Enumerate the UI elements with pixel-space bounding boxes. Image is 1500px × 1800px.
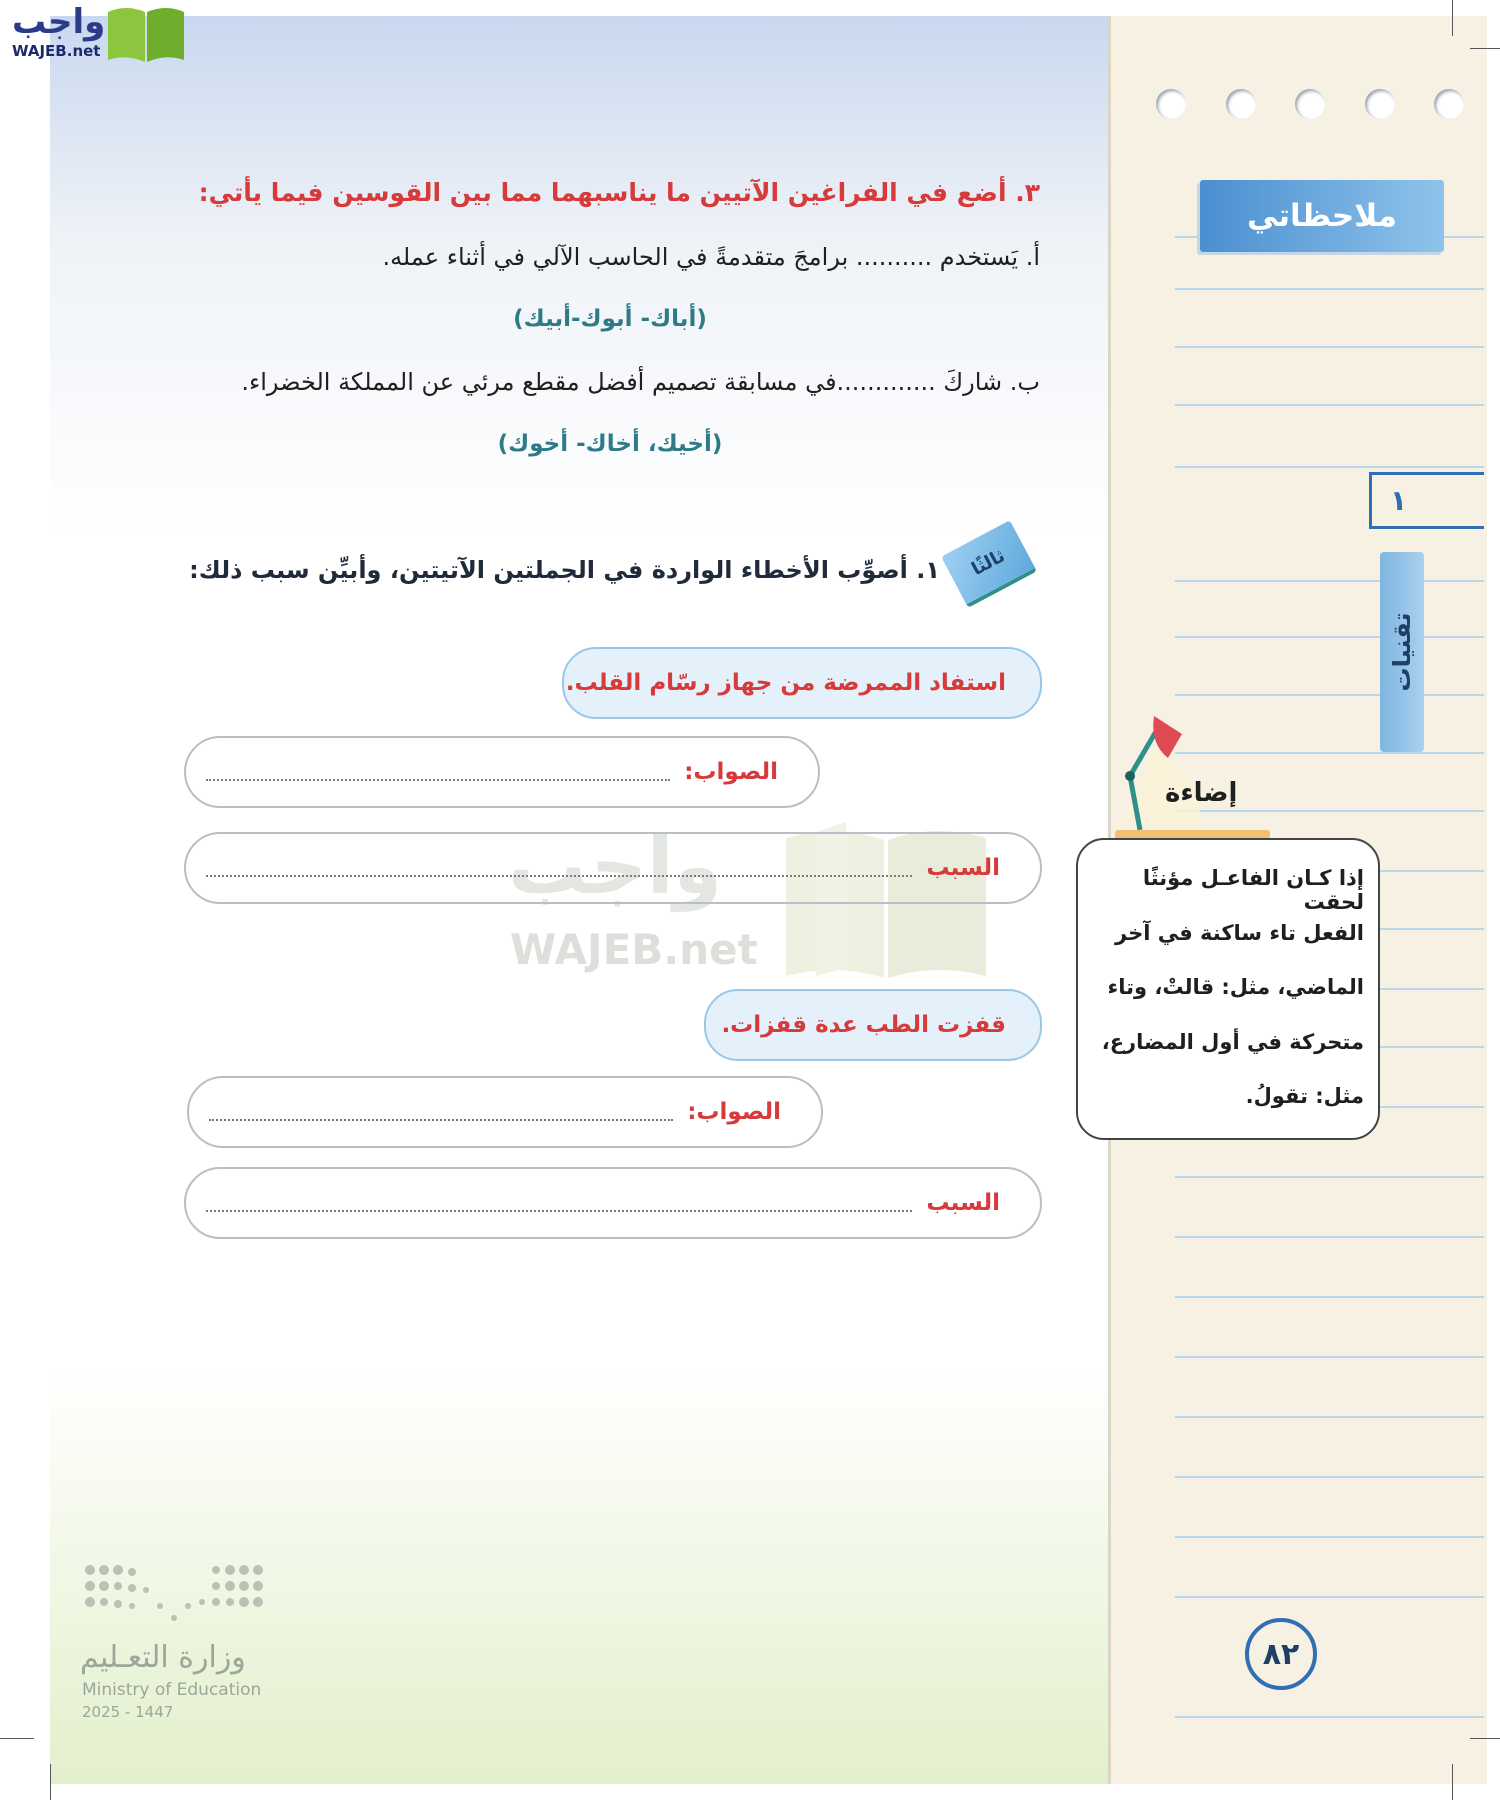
- desk-lamp-icon: [1110, 706, 1200, 836]
- answer-blank: [206, 1208, 912, 1212]
- note-line: [1175, 580, 1484, 582]
- watermark-arabic: واجب: [508, 822, 723, 912]
- exercise3-choices-a: (أباك- أبوك-أبيك): [513, 306, 707, 332]
- correct-label: الصواب:: [684, 759, 778, 785]
- answer-blank: [206, 873, 912, 877]
- tip-heading: إضاءة: [1165, 778, 1238, 808]
- watermark-latin: WAJEB.net: [510, 925, 758, 974]
- sentence-1-text: استفاد الممرضة من جهاز رسّام القلب.: [565, 670, 1006, 696]
- page-number-text: ٨٢: [1262, 1636, 1300, 1672]
- note-line: [1175, 1596, 1484, 1598]
- exercise3-item-a: أ. يَستخدم .......... برامجَ متقدمةً في الحاسب الآلي في أثناء عمله.: [382, 243, 1040, 271]
- note-line: [1175, 636, 1484, 638]
- binder-hole: [1365, 89, 1395, 119]
- binder-hole: [1226, 89, 1256, 119]
- reason-field-2[interactable]: [184, 1167, 1042, 1239]
- unit-number-tab[interactable]: [1369, 472, 1484, 529]
- page-number: [1245, 1618, 1317, 1690]
- wajeb-logo-latin: WAJEB.net: [12, 42, 101, 60]
- crop-mark: [50, 1764, 51, 1800]
- crop-mark: [1470, 1738, 1500, 1739]
- correct-answer-field-1[interactable]: [184, 736, 820, 808]
- unit-number: ١: [1390, 484, 1408, 517]
- correct-label: الصواب:: [687, 1099, 781, 1125]
- exercise3-item-b: ب. شاركَ .............في مسابقة تصميم أفضل مقطع مرئي عن المملكة الخضراء.: [241, 368, 1040, 396]
- sentence-2: [704, 989, 1042, 1061]
- correct-answer-field-2[interactable]: [187, 1076, 823, 1148]
- crop-mark: [0, 1738, 34, 1739]
- note-line: [1175, 1716, 1484, 1718]
- tip-line: إذا كـان الفاعـل مؤنثًا لحقت: [1142, 866, 1364, 914]
- note-line: [1175, 404, 1484, 406]
- binder-hole: [1156, 89, 1186, 119]
- note-line: [1175, 694, 1484, 696]
- note-line: [1175, 346, 1484, 348]
- crop-mark: [1452, 1764, 1453, 1800]
- ministry-year: 2025 - 1447: [82, 1703, 174, 1721]
- answer-blank: [209, 1117, 673, 1121]
- tip-box: [1076, 838, 1380, 1140]
- note-line: [1175, 1296, 1484, 1298]
- answer-blank: [206, 777, 670, 781]
- note-line: [1175, 1536, 1484, 1538]
- tip-line: الفعل تاء ساكنة في آخر: [1115, 921, 1364, 945]
- sentence-2-text: قفزت الطب عدة قفزات.: [721, 1012, 1006, 1038]
- note-line: [1175, 466, 1484, 468]
- unit-side-tab[interactable]: [1380, 552, 1424, 752]
- notes-title: [1200, 180, 1444, 252]
- notes-title-text: ملاحظاتي: [1247, 198, 1397, 234]
- exercise3-choices-b: (أخيك، أخاك- أخوك): [497, 431, 723, 457]
- ministry-logo-icon: [82, 1562, 272, 1626]
- crop-mark: [1470, 48, 1500, 49]
- tip-line: الماضي، مثل: قالتْ، وتاء: [1107, 975, 1364, 999]
- tip-line: مثل: تقولُ.: [1245, 1084, 1364, 1108]
- note-line: [1175, 1356, 1484, 1358]
- note-line: [1175, 752, 1484, 754]
- wajeb-logo-book-icon: [106, 4, 186, 64]
- note-line: [1175, 1476, 1484, 1478]
- tip-line: متحركة في أول المضارع،: [1101, 1030, 1364, 1054]
- exercise1-title: ١. أصوِّب الأخطاء الواردة في الجملتين الآتيتين، وأبيِّن سبب ذلك:: [189, 556, 940, 584]
- exercise3-title: ٣. أضع في الفراغين الآتيين ما يناسبهما مما بين القوسين فيما يأتي:: [198, 178, 1040, 207]
- binder-hole: [1295, 89, 1325, 119]
- ministry-name-english: Ministry of Education: [82, 1680, 262, 1700]
- reason-field-1[interactable]: [184, 832, 1042, 904]
- sentence-1: [562, 647, 1042, 719]
- note-line: [1175, 288, 1484, 290]
- wajeb-logo-arabic: واجب: [12, 2, 106, 42]
- unit-label: تقنيات: [1388, 612, 1416, 692]
- note-line: [1175, 1176, 1484, 1178]
- binder-hole: [1434, 89, 1464, 119]
- note-line: [1175, 810, 1484, 812]
- note-line: [1175, 1236, 1484, 1238]
- reason-label: السبب: [926, 855, 1000, 881]
- reason-label: السبب: [926, 1190, 1000, 1216]
- ministry-name-arabic: وزارة التعـليم: [80, 1640, 246, 1675]
- crop-mark: [1452, 0, 1453, 36]
- section-badge-text: ثالثًا: [967, 544, 1009, 580]
- note-line: [1175, 1416, 1484, 1418]
